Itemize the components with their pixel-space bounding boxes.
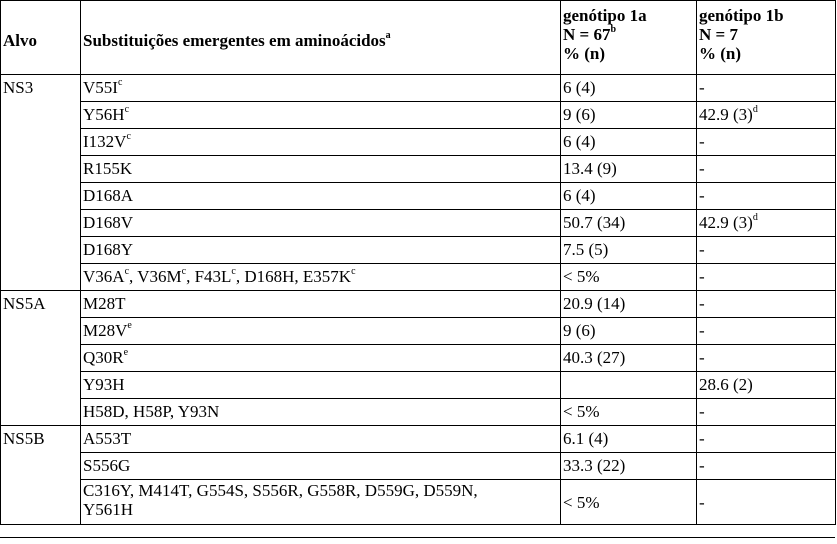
table-row bbox=[1, 291, 836, 318]
genotype-1b-cell: - bbox=[697, 345, 836, 372]
bottom-rule bbox=[0, 537, 835, 538]
header-alvo: Alvo bbox=[1, 1, 81, 75]
substitution-cell: D168Y bbox=[81, 237, 561, 264]
genotype-1a-cell: < 5% bbox=[561, 480, 697, 525]
footnote-marker: c bbox=[231, 266, 236, 278]
table-row bbox=[1, 102, 836, 129]
header-genotype-1a: genótipo 1a $N = 67^b$ % (n) bbox=[561, 1, 697, 75]
genotype-1a-cell: 33.3 (22) bbox=[561, 453, 697, 480]
genotype-1b-cell: - bbox=[697, 129, 836, 156]
table-row bbox=[1, 75, 836, 102]
substitution-cell: D168A bbox=[81, 183, 561, 210]
table-row bbox=[1, 237, 836, 264]
genotype-1a-cell: < 5% bbox=[561, 399, 697, 426]
genotype-1a-cell bbox=[561, 372, 697, 399]
footnote-marker: e bbox=[123, 347, 129, 359]
genotype-1b-cell: - bbox=[697, 426, 836, 453]
genotype-1a-cell: 7.5 (5) bbox=[561, 237, 697, 264]
substitution-cell: A553T bbox=[81, 426, 561, 453]
table-row bbox=[1, 345, 836, 372]
footnote-marker: c bbox=[117, 77, 123, 89]
table-row bbox=[1, 264, 836, 291]
genotype-1a-cell: 13.4 (9) bbox=[561, 156, 697, 183]
genotype-1b-cell: 28.6 (2) bbox=[697, 372, 836, 399]
genotype-1a-cell: 9 (6) bbox=[561, 318, 697, 345]
footnote-marker: c bbox=[124, 104, 130, 116]
substitution-cell: $I132V^c$ bbox=[81, 129, 561, 156]
genotype-1b-cell: - bbox=[697, 453, 836, 480]
genotype-1b-cell: - bbox=[697, 399, 836, 426]
substitution-cell: C316Y, M414T, G554S, S556R, G558R, D559G, D559N, Y561H bbox=[81, 480, 561, 525]
footnote-marker: c bbox=[126, 131, 131, 143]
table-row bbox=[1, 399, 836, 426]
substitution-cell: S556G bbox=[81, 453, 561, 480]
target-cell-ns5b: NS5B bbox=[1, 426, 81, 525]
footnote-marker: a bbox=[385, 29, 391, 41]
genotype-1b-cell: - bbox=[697, 318, 836, 345]
footnote-marker: d bbox=[752, 212, 758, 224]
genotype-1a-cell: < 5% bbox=[561, 264, 697, 291]
footnote-marker: c bbox=[181, 266, 187, 278]
table-header-row bbox=[1, 1, 836, 75]
footnote-marker: e bbox=[127, 320, 132, 332]
genotype-1a-cell: 9 (6) bbox=[561, 102, 697, 129]
footnote-marker: c bbox=[351, 266, 356, 278]
table-row bbox=[1, 372, 836, 399]
header-genotype-1b: genótipo 1b N = 7 % (n) bbox=[697, 1, 836, 75]
substitution-cell: $V36A^c$, $V36M^c$, $F43L^c$, D168H, $E357K^c$ bbox=[81, 264, 561, 291]
substitution-cell: M28Ve bbox=[81, 318, 561, 345]
genotype-1a-cell: 6.1 (4) bbox=[561, 426, 697, 453]
table-row bbox=[1, 318, 836, 345]
table-row bbox=[1, 183, 836, 210]
table-row bbox=[1, 156, 836, 183]
header-substitutions: Substituições emergentes em aminoácidos$^a$ bbox=[81, 1, 561, 75]
target-cell-ns5a: NS5A bbox=[1, 291, 81, 426]
substitution-cell: $Y56H^c$ bbox=[81, 102, 561, 129]
genotype-1b-cell: - bbox=[697, 183, 836, 210]
genotype-1b-cell: - bbox=[697, 75, 836, 102]
footnote-marker: b bbox=[610, 24, 617, 36]
target-cell-ns3: NS3 bbox=[1, 75, 81, 291]
table-row bbox=[1, 480, 836, 525]
genotype-1a-cell: 6 (4) bbox=[561, 75, 697, 102]
genotype-1b-cell: - bbox=[697, 237, 836, 264]
substitution-cell: D168V bbox=[81, 210, 561, 237]
table-row bbox=[1, 453, 836, 480]
substitution-cell: M28T bbox=[81, 291, 561, 318]
genotype-1b-cell: - bbox=[697, 480, 836, 525]
genotype-1a-cell: 6 (4) bbox=[561, 183, 697, 210]
genotype-1a-cell: 20.9 (14) bbox=[561, 291, 697, 318]
genotype-1b-cell: - bbox=[697, 156, 836, 183]
genotype-1b-cell: 42.9 $(3)^d$ bbox=[697, 102, 836, 129]
genotype-1a-cell: 6 (4) bbox=[561, 129, 697, 156]
table-row bbox=[1, 129, 836, 156]
genotype-1b-cell: - bbox=[697, 291, 836, 318]
substitution-cell: Y93H bbox=[81, 372, 561, 399]
genotype-1a-cell: 50.7 (34) bbox=[561, 210, 697, 237]
table-row bbox=[1, 210, 836, 237]
genotype-1a-cell: 40.3 (27) bbox=[561, 345, 697, 372]
substitution-cell: H58D, H58P, Y93N bbox=[81, 399, 561, 426]
table-row bbox=[1, 426, 836, 453]
footnote-marker: c bbox=[124, 266, 130, 278]
footnote-marker: d bbox=[752, 104, 758, 116]
genotype-1b-cell: - bbox=[697, 264, 836, 291]
substitution-cell: $V55I^c$ bbox=[81, 75, 561, 102]
substitution-cell: $Q30R^e$ bbox=[81, 345, 561, 372]
substitution-cell: R155K bbox=[81, 156, 561, 183]
genotype-1b-cell: 42.9 $(3)^d$ bbox=[697, 210, 836, 237]
